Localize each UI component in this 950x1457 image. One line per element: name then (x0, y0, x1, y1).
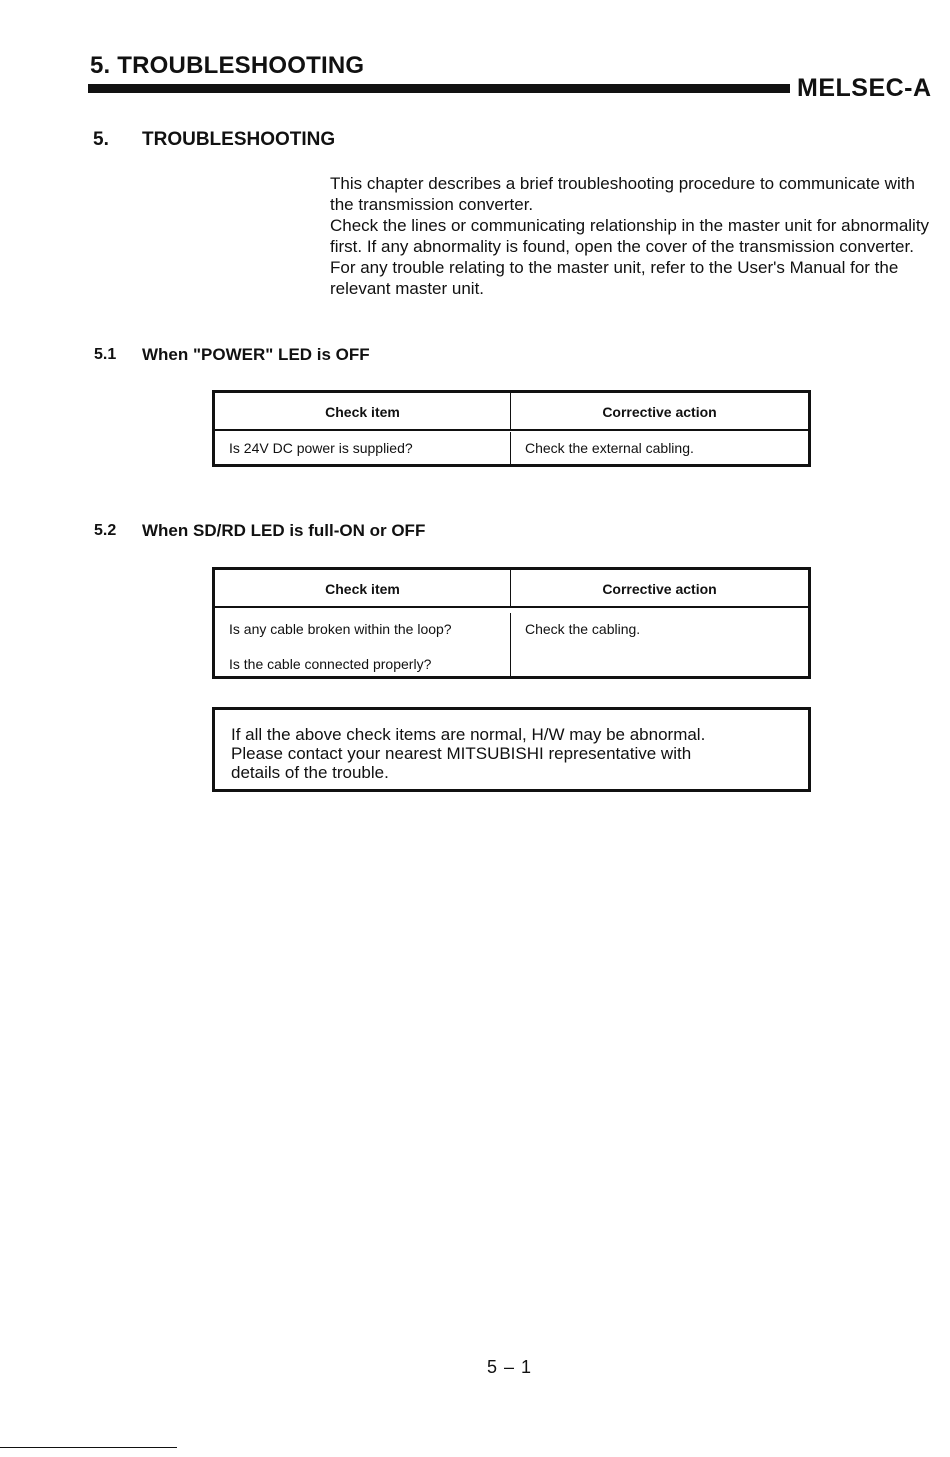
header-rule (88, 84, 790, 93)
section-number: 5.1 (94, 346, 117, 363)
check-item: Is any cable broken within the loop? (229, 620, 452, 637)
intro-paragraph: This chapter describes a brief troubleshooting procedure to communicate with the transmission converter. (330, 174, 915, 214)
section-title: When "POWER" LED is OFF (142, 345, 370, 364)
table-cell-check: Is 24V DC power is supplied? (215, 432, 511, 465)
note-line: If all the above check items are normal, H/W may be abnormal. (231, 725, 706, 744)
power-led-table (212, 390, 811, 467)
table-cell-check (215, 613, 511, 677)
table-cell-action: Check the external cabling. (525, 439, 694, 456)
section-number: 5.2 (94, 522, 117, 539)
intro-paragraph: For any trouble relating to the master unit, refer to the User's Manual for the relevant master unit. (330, 258, 899, 298)
table-cell-action: Check the cabling. (525, 620, 641, 637)
page-number: 5 – 1 (487, 1357, 533, 1377)
check-item: Is the cable connected properly? (229, 655, 432, 672)
running-title: 5. TROUBLESHOOTING (90, 52, 365, 79)
table-header-check-item: Check item (215, 393, 511, 431)
hardware-note (212, 707, 811, 792)
table-header-corrective-action: Corrective action (511, 570, 808, 608)
table-header-corrective-action: Corrective action (511, 393, 808, 431)
table-header-check-item: Check item (215, 570, 511, 608)
intro-paragraph: Check the lines or communicating relationship in the master unit for abnormality first. If any abnormality is found, open the cover of the transmission converter. (330, 216, 930, 256)
sdrd-led-table (212, 567, 811, 679)
brand-label: MELSEC-A (797, 74, 932, 102)
note-line: details of the trouble. (231, 763, 389, 782)
bottom-rule (0, 1447, 177, 1448)
note-line: Please contact your nearest MITSUBISHI representative with (231, 744, 692, 763)
section-title: When SD/RD LED is full-ON or OFF (142, 521, 426, 540)
chapter-number: 5. (93, 129, 109, 150)
chapter-title: TROUBLESHOOTING (142, 129, 336, 150)
intro-text (330, 173, 930, 299)
